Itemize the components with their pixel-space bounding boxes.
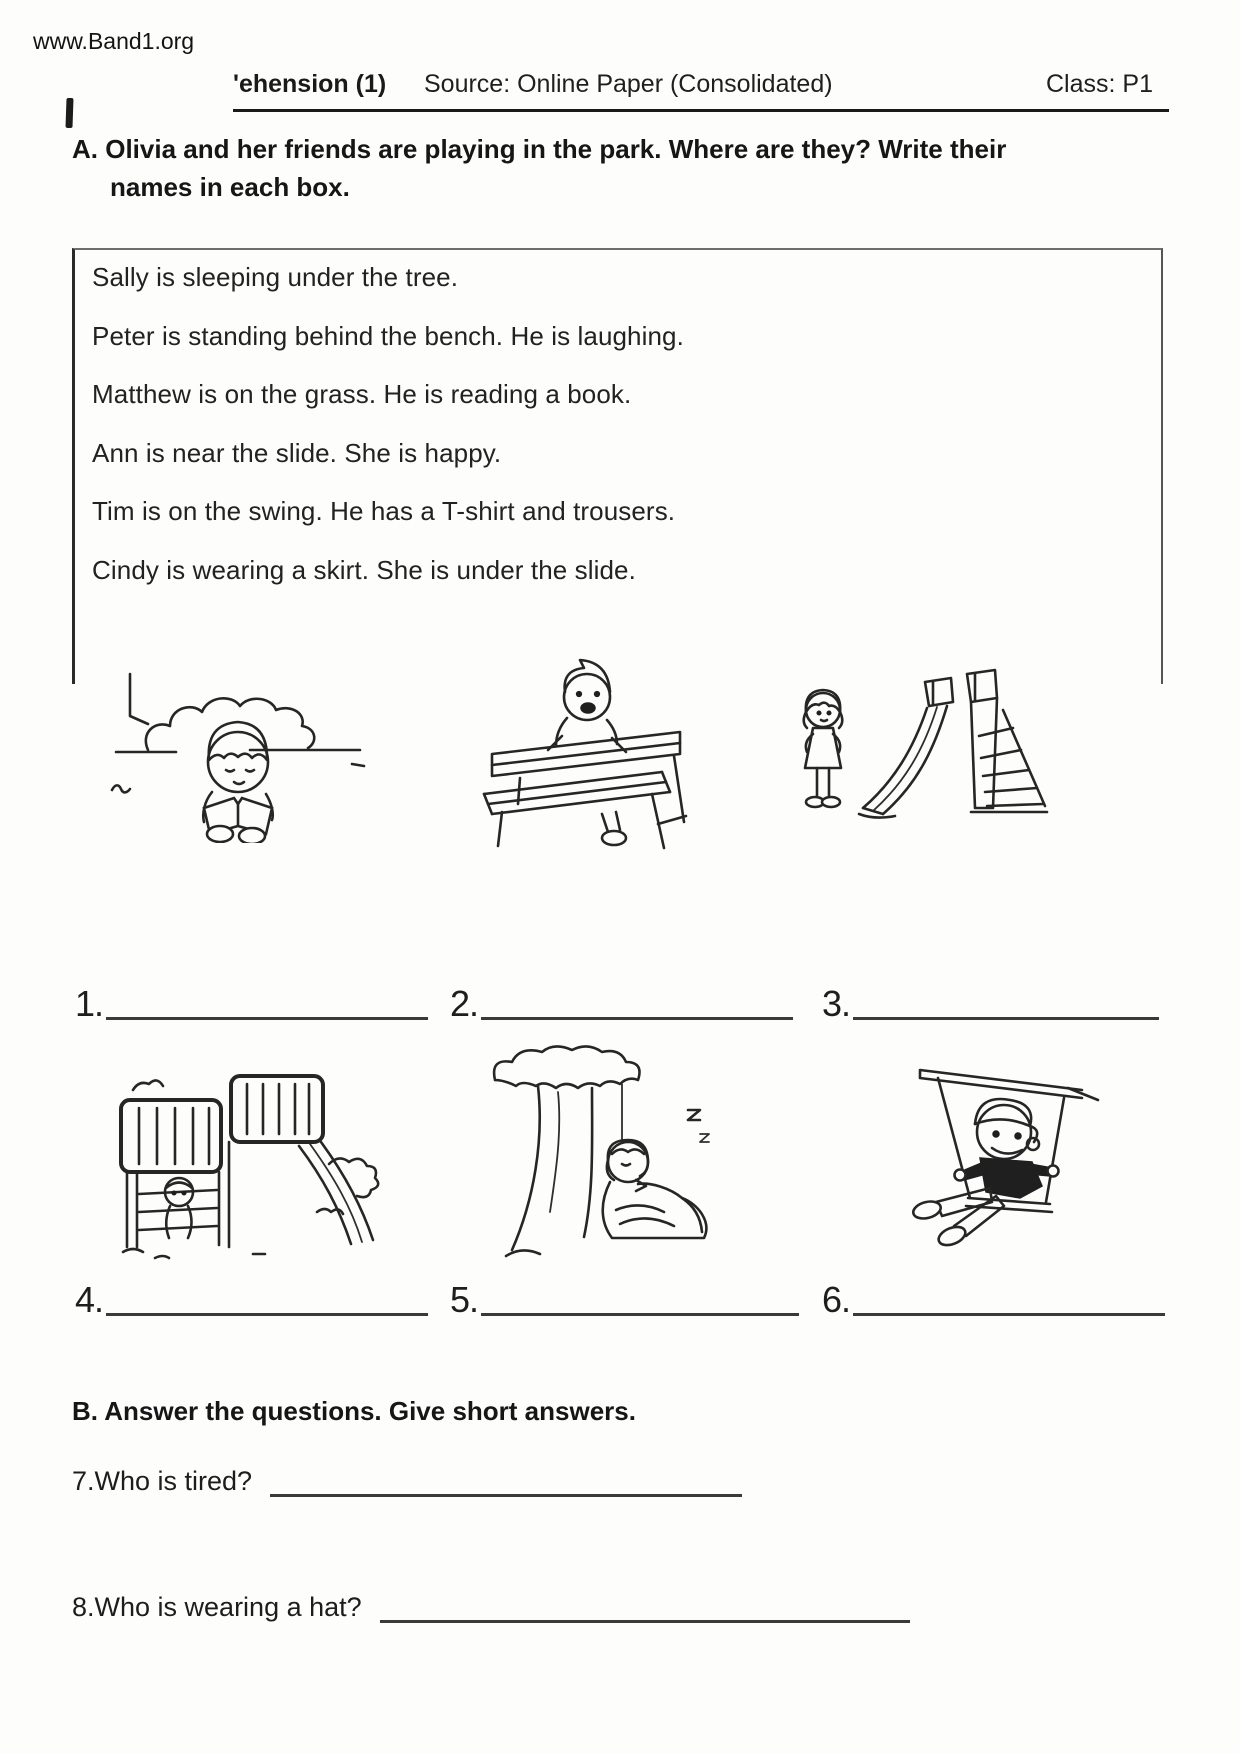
- picture-3-girl-standing-near-slide: [775, 658, 1095, 858]
- picture-2-boy-laughing-behind-bench: [462, 652, 712, 857]
- answer-line[interactable]: [481, 1304, 799, 1316]
- answer-line[interactable]: [481, 1008, 793, 1020]
- question-8-answer-line[interactable]: [380, 1609, 910, 1623]
- answer-line[interactable]: [853, 1008, 1159, 1020]
- answer-blank-5: [450, 1279, 799, 1320]
- picture-5-girl-sleeping-under-tree: [450, 1040, 745, 1275]
- section-a-heading-line1: A. Olivia and her friends are playing in the park. Where are they? Write their: [72, 134, 1007, 164]
- blank-number: 3.: [822, 983, 851, 1024]
- answer-blank-4: [75, 1279, 428, 1320]
- question-8: [72, 1592, 910, 1623]
- answer-line[interactable]: [853, 1304, 1165, 1316]
- answer-blank-1: [75, 983, 428, 1024]
- blank-number: 5.: [450, 1279, 479, 1320]
- clue-sentence: Sally is sleeping under the tree.: [92, 262, 459, 292]
- blank-number: 4.: [75, 1279, 104, 1320]
- paper-source: Source: Online Paper (Consolidated): [424, 70, 833, 98]
- answer-blank-3: [822, 983, 1159, 1024]
- clue-sentence: Matthew is on the grass. He is reading a book.: [92, 379, 632, 409]
- question-7-label: 7.Who is tired?: [72, 1466, 253, 1496]
- answer-blank-6: [822, 1279, 1165, 1320]
- picture-6-boy-with-hat-on-swing: [872, 1048, 1107, 1253]
- section-a-heading-line2: names in each box.: [110, 172, 350, 202]
- answer-line[interactable]: [106, 1304, 428, 1316]
- header-rule: [233, 109, 1169, 112]
- blank-number: 6.: [822, 1279, 851, 1320]
- clue-sentence-box: [72, 248, 1163, 684]
- blank-number: 2.: [450, 983, 479, 1024]
- scan-artifact-mark: [65, 98, 73, 128]
- question-7: [72, 1466, 742, 1497]
- picture-1-boy-reading-book-on-grass: [100, 658, 380, 843]
- clue-sentence: Cindy is wearing a skirt. She is under the slide.: [92, 554, 636, 585]
- question-8-label: 8.Who is wearing a hat?: [72, 1592, 362, 1622]
- section-b-heading: B. Answer the questions. Give short answers.: [72, 1396, 636, 1426]
- blank-number: 1.: [75, 983, 104, 1024]
- class-label: Class: P1: [1046, 70, 1153, 98]
- clue-sentence: Tim is on the swing. He has a T-shirt and trousers.: [92, 496, 676, 526]
- site-watermark: www.Band1.org: [33, 28, 195, 54]
- paper-title-fragment: 'ehension (1): [233, 70, 387, 98]
- clue-sentence: Ann is near the slide. She is happy.: [92, 437, 502, 468]
- picture-4-child-under-playground-slide: [103, 1042, 393, 1267]
- question-7-answer-line[interactable]: [270, 1483, 742, 1497]
- clue-sentence: Peter is standing behind the bench. He is laughing.: [92, 320, 684, 351]
- answer-line[interactable]: [106, 1008, 428, 1020]
- answer-blank-2: [450, 983, 793, 1024]
